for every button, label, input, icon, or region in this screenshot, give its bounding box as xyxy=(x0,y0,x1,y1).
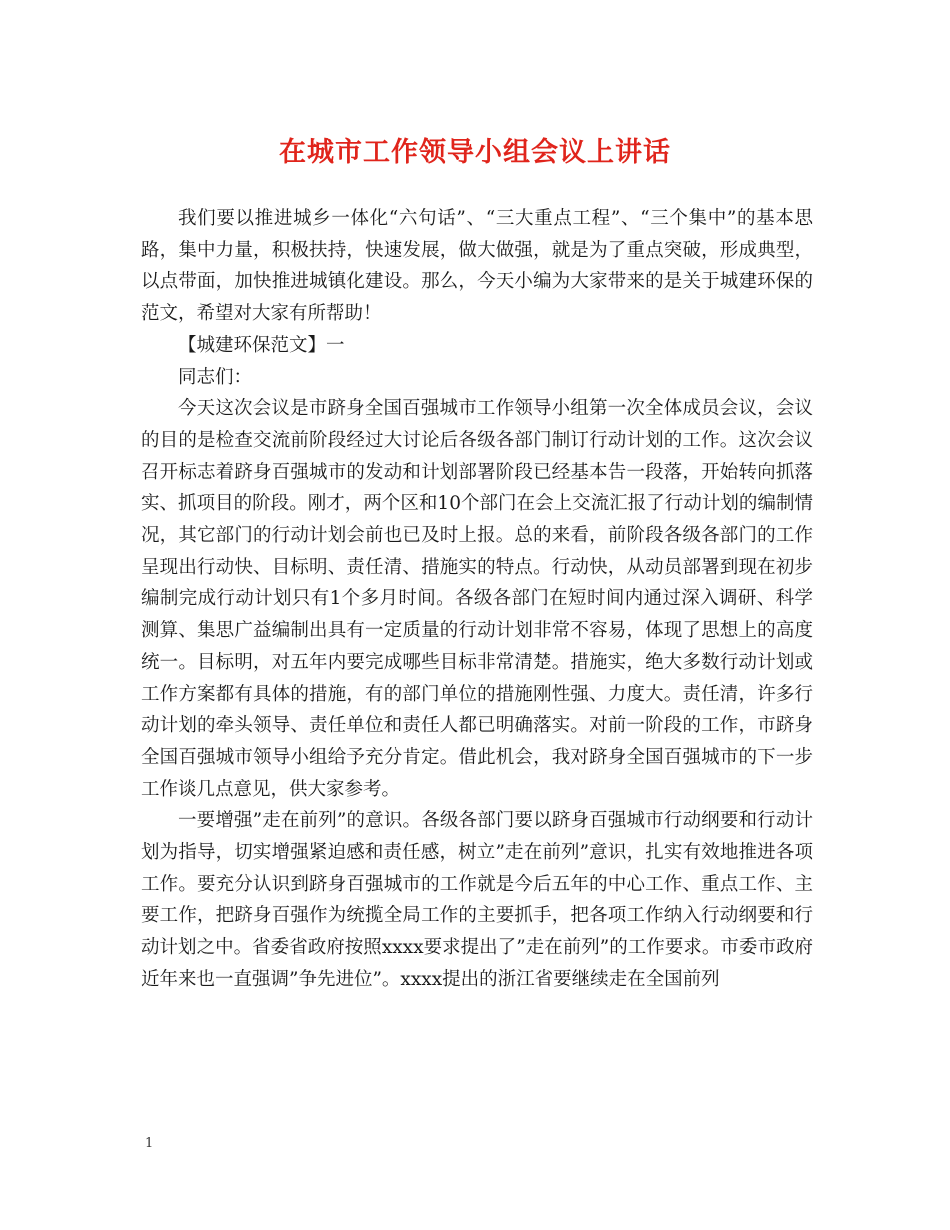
document-title: 在城市工作领导小组会议上讲话 xyxy=(279,137,671,168)
paragraph-point-one: 一要增强”走在前列”的意识。各级各部门要以跻身百强城市行动纲要和行动计划为指导，切实增强紧迫感和责任感，树立”走在前列”意识，扎实有效地推进各项工作。要充分认识到跻身百强城市的工作就是今后五年的中心工作、重点工作、主要工作，把跻身百强作为统揽全局工作的主要抓手，把各项工作纳入行动纲要和行动计划之中。省委省政府按照xxxx要求提出了”走在前列”的工作要求。市委市政府近年来也一直强调”争先进位”。xxxx提出的浙江省要继续走在全国前列 xyxy=(141,810,813,990)
page-number: 1 xyxy=(145,1136,154,1151)
document-body xyxy=(141,203,813,996)
salutation: 同志们： xyxy=(178,366,253,388)
paragraph-intro: 我们要以推进城乡一体化“六句话”、“三大重点工程”、“三个集中”的基本思路，集中力量，积极扶持，快速发展，做大做强，就是为了重点突破，形成典型，以点带面，加快推进城镇化建设。那么，今天小编为大家带来的是关于城建环保的范文，希望对大家有所帮助！ xyxy=(141,208,813,325)
section-heading: 【城建环保范文】一 xyxy=(178,334,345,356)
paragraph-main: 今天这次会议是市跻身全国百强城市工作领导小组第一次全体成员会议，会议的目的是检查交流前阶段经过大讨论后各级各部门制订行动计划的工作。这次会议召开标志着跻身百强城市的发动和计划部署阶段已经基本告一段落，开始转向抓落实、抓项目的阶段。刚才，两个区和10个部门在会上交流汇报了行动计划的编制情况，其它部门的行动计划会前也已及时上报。总的来看，前阶段各级各部门的工作呈现出行动快、目标明、责任清、措施实的特点。行动快，从动员部署到现在初步编制完成行动计划只有1个多月时间。各级各部门在短时间内通过深入调研、科学测算、集思广益编制出具有一定质量的行动计划非常不容易，体现了思想上的高度统一。目标明，对五年内要完成哪些目标非常清楚。措施实，绝大多数行动计划或工作方案都有具体的措施，有的部门单位的措施刚性强、力度大。责任清，许多行动计划的牵头领导、责任单位和责任人都已明确落实。对前一阶段的工作，市跻身全国百强城市领导小组给予充分肯定。借此机会，我对跻身全国百强城市的下一步工作谈几点意见，供大家参考。 xyxy=(141,398,813,800)
